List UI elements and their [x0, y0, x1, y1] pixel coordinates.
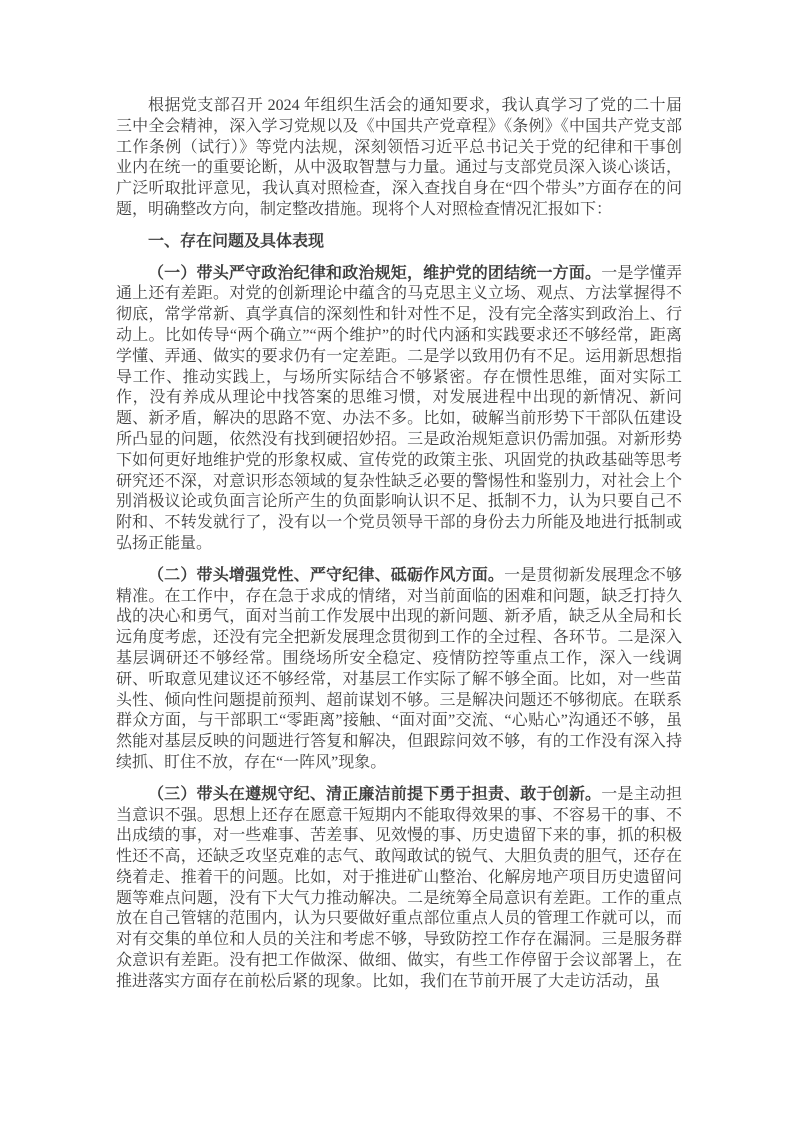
subsection-paragraph-1 — [116, 264, 682, 555]
subsection-paragraph-3 — [116, 785, 682, 993]
subsection-2-lead: （二）带头增强党性、严守纪律、砥砺作风方面。 — [148, 566, 505, 584]
subsection-3-lead: （三）带头在遵规守纪、清正廉洁前提下勇于担责、敢于创新。 — [148, 785, 602, 803]
intro-paragraph: 根据党支部召开 2024 年组织生活会的通知要求，我认真学习了党的二十届三中全会精神，深入学习党规以及《中国共产党章程》《条例》《中国共产党支部工作条例（试行）》等党内法规，深刻领悟习近平总书记关于党的纪律和干事创业内在统一的重要论断，从中汲取智慧与力量。通过与支部党员深入谈心谈话，广泛听取批评意见，我认真对照检查，深入查找自身在“四个带头”方面存在的问题，明确整改方向，制定整改措施。现将个人对照检查情况汇报如下： — [116, 97, 682, 218]
subsection-1-lead: （一）带头严守政治纪律和政治规矩，维护党的团结统一方面。 — [148, 264, 602, 282]
document-content — [116, 96, 682, 993]
subsection-3-body: 一是主动担当意识不强。思想上还存在愿意干短期内不能取得效果的事、不容易干的事、不出成绩的事，对一些难事、苦差事、见效慢的事、历史遗留下来的事，抓的积极性还不高，还缺乏攻坚克难的志气、敢闯敢试的锐气、大胆负责的胆气，还存在绕着走、推着干的问题。比如，对于推进矿山整治、化解房地产项目历史遗留问题等难点问题，没有下大气力推动解决。二是统筹全局意识有差距。工作的重点放在自己管辖的范围内，认为只要做好重点部位重点人员的管理工作就可以，而对有交集的单位和人员的关注和考虑不够，导致防控工作存在漏洞。三是服务群众意识有差距。没有把工作做深、做细、做实，有些工作停留于会议部署上，在推进落实方面存在前松后紧的现象。比如，我们在节前开展了大走访活动，虽 — [116, 785, 682, 990]
subsection-paragraph-2 — [116, 566, 682, 774]
subsection-2-body: 一是贯彻新发展理念不够精准。在工作中，存在急于求成的情绪，对当前面临的困难和问题，缺乏打持久战的决心和勇气，面对当前工作发展中出现的新问题、新矛盾，缺乏从全局和长远角度考虑，还没有完全把新发展理念贯彻到工作的全过程、各环节。二是深入基层调研还不够经常。围绕场所安全稳定、疫情防控等重点工作，深入一线调研、听取意见建议还不够经常，对基层工作实际了解不够全面。比如，对一些苗头性、倾向性问题提前预判、超前谋划不够。三是解决问题还不够彻底。在联系群众方面，与干部职工“零距离”接触、“面对面”交流、“心贴心”沟通还不够，虽然能对基层反映的问题进行答复和解决，但跟踪问效不够，有的工作没有深入持续抓、盯住不放，存在“一阵风”现象。 — [116, 566, 682, 771]
section-heading-problems: 一、存在问题及具体表现 — [148, 232, 325, 250]
subsection-1-body: 一是学懂弄通上还有差距。对党的创新理论中蕴含的马克思主义立场、观点、方法掌握得不彻底，常学常新、真学真信的深刻性和针对性不足，没有完全落实到政治上、行动上。比如传导“两个确立”“两个维护”的时代内涵和实践要求还不够经常，距离学懂、弄通、做实的要求仍有一定差距。二是学以致用仍有不足。运用新思想指导工作、推动实践上，与场所实际结合不够紧密。存在惯性思维，面对实际工作，没有养成从理论中找答案的思维习惯，对发展进程中出现的新情况、新问题、新矛盾，解决的思路不宽、办法不多。比如，破解当前形势下干部队伍建设所凸显的问题，依然没有找到硬招妙招。三是政治规矩意识仍需加强。对新形势下如何更好地维护党的形象权威、宣传党的政策主张、巩固党的执政基础等思考研究还不深，对意识形态领域的复杂性缺乏必要的警惕性和鉴别力，对社会上个别消极议论或负面言论所产生的负面影响认识不足、抵制不力，认为只要自己不附和、不转发就行了，没有以一个党员领导干部的身份去力所能及地进行抵制或弘扬正能量。 — [116, 264, 682, 552]
